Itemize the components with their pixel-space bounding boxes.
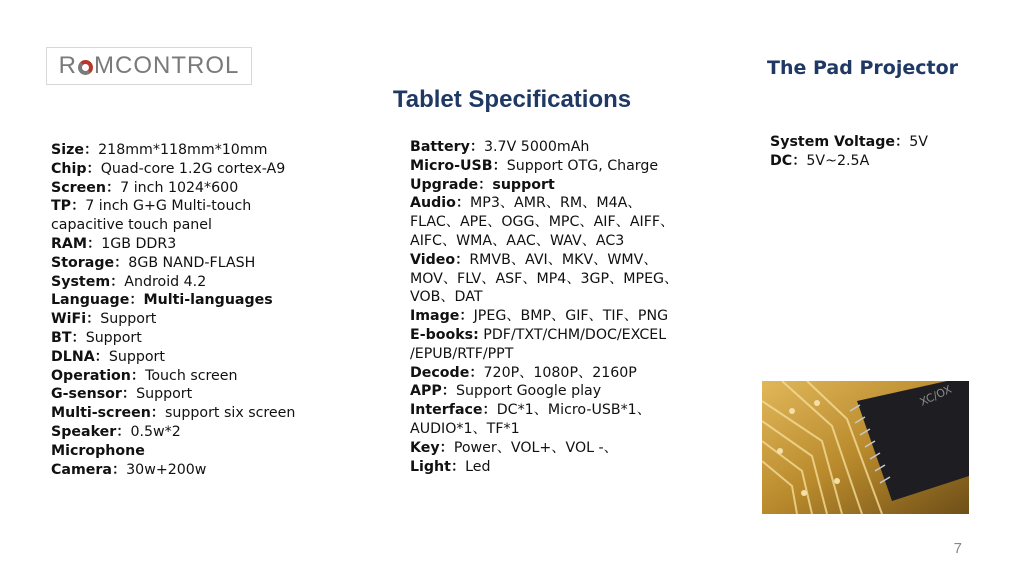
spec-column-3 <box>770 133 990 171</box>
spec-key: Camera： <box>51 461 127 478</box>
spec-key: WiFi： <box>51 311 101 328</box>
spec-row <box>51 160 351 179</box>
spec-row <box>51 216 351 235</box>
spec-value: MOV、FLV、ASF、MP4、3GP、MPEG、 <box>410 270 679 287</box>
spec-value: 0.5w*2 <box>130 423 181 440</box>
spec-value: 30w+200w <box>126 461 207 478</box>
spec-row <box>410 157 730 176</box>
spec-row <box>410 458 730 477</box>
spec-key: DC： <box>770 152 807 169</box>
spec-key: Image： <box>410 308 474 325</box>
spec-row <box>51 179 351 198</box>
spec-value: capacitive touch panel <box>51 217 212 234</box>
spec-value: Led <box>465 458 491 475</box>
romcontrol-logo <box>46 47 252 85</box>
spec-value: 1GB DDR3 <box>101 235 177 252</box>
spec-value: Support Google play <box>455 383 602 400</box>
spec-row <box>410 232 730 251</box>
spec-value: 8GB NAND-FLASH <box>128 254 256 271</box>
svg-text:XC/OX: XC/OX <box>917 382 954 409</box>
spec-key: BT： <box>51 329 86 346</box>
spec-row <box>410 176 730 195</box>
spec-key: Language：Multi-languages <box>51 292 273 309</box>
spec-row <box>51 461 351 480</box>
spec-row <box>51 235 351 254</box>
spec-row <box>51 291 351 310</box>
spec-value: AIFC、WMA、AAC、WAV、AC3 <box>410 232 625 249</box>
spec-key: Interface： <box>410 402 497 419</box>
spec-value: PDF/TXT/CHM/DOC/EXCEL <box>478 326 667 343</box>
spec-row <box>51 367 351 386</box>
spec-value: Quad-core 1.2G cortex-A9 <box>100 160 286 177</box>
spec-key: Screen： <box>51 179 121 196</box>
spec-key: Chip： <box>51 160 101 177</box>
spec-key: Video： <box>410 251 470 268</box>
spec-key: E-books: <box>410 326 479 343</box>
spec-key: Key： <box>410 439 454 456</box>
spec-row <box>410 326 730 345</box>
spec-key: Multi-screen： <box>51 405 165 422</box>
spec-key: RAM： <box>51 235 102 252</box>
spec-row <box>410 401 730 420</box>
logo-o-ring-icon <box>78 60 93 75</box>
spec-value: Support <box>136 386 193 403</box>
spec-value: Support OTG, Charge <box>506 157 659 174</box>
spec-row <box>51 310 351 329</box>
brand-title: The Pad Projector <box>767 57 958 79</box>
spec-key: Size： <box>51 142 99 158</box>
spec-value: DC*1、Micro-USB*1、 <box>496 402 651 419</box>
spec-row <box>410 382 730 401</box>
spec-row <box>410 345 730 364</box>
spec-row <box>410 194 730 213</box>
spec-key: Light： <box>410 458 466 475</box>
spec-value: Touch screen <box>145 367 238 384</box>
spec-key: Upgrade：support <box>410 176 555 193</box>
spec-key: Decode： <box>410 364 484 381</box>
spec-row <box>410 270 730 289</box>
spec-value: 7 inch 1024*600 <box>120 179 239 196</box>
spec-key: Microphone <box>51 442 145 459</box>
spec-value: 5V~2.5A <box>806 152 870 169</box>
spec-row <box>51 329 351 348</box>
spec-key: System Voltage： <box>770 134 910 150</box>
spec-key: DLNA： <box>51 348 109 365</box>
spec-row <box>410 307 730 326</box>
spec-row <box>51 385 351 404</box>
spec-row <box>410 288 730 307</box>
spec-value: Android 4.2 <box>124 273 207 290</box>
page-title: Tablet Specifications <box>392 86 632 113</box>
spec-key: Speaker： <box>51 423 131 440</box>
circuit-board-image <box>762 381 969 514</box>
spec-row <box>51 442 351 461</box>
spec-value: 720P、1080P、2160P <box>483 364 637 381</box>
spec-value: AUDIO*1、TF*1 <box>410 420 520 437</box>
spec-row <box>51 404 351 423</box>
spec-row <box>51 254 351 273</box>
spec-key: Battery： <box>410 139 485 155</box>
logo-text-pre: R <box>58 52 77 79</box>
spec-row <box>51 423 351 442</box>
spec-value: Support <box>108 348 165 365</box>
spec-row <box>410 420 730 439</box>
logo-text-post: MCONTROL <box>94 52 240 79</box>
spec-value: FLAC、APE、OGG、MPC、AIF、AIFF、 <box>410 214 675 231</box>
spec-row <box>410 138 730 157</box>
spec-value: Support <box>85 329 142 346</box>
spec-key: APP： <box>410 383 456 400</box>
spec-row <box>51 141 351 160</box>
spec-value: VOB、DAT <box>410 289 483 306</box>
spec-value: 218mm*118mm*10mm <box>98 142 268 158</box>
spec-value: 5V <box>909 134 928 150</box>
spec-value: JPEG、BMP、GIF、TIF、PNG <box>473 308 669 325</box>
spec-key: System： <box>51 273 125 290</box>
spec-value: Power、VOL+、VOL -、 <box>453 439 618 456</box>
spec-value: support six screen <box>165 405 296 422</box>
spec-key: Micro-USB： <box>410 157 507 174</box>
spec-key: TP： <box>51 198 86 215</box>
spec-row <box>51 348 351 367</box>
spec-row <box>770 152 990 171</box>
spec-column-1 <box>51 141 351 479</box>
spec-value: 3.7V 5000mAh <box>484 139 590 155</box>
spec-row <box>51 197 351 216</box>
spec-row <box>410 213 730 232</box>
spec-key: G-sensor： <box>51 386 137 403</box>
spec-row <box>410 439 730 458</box>
spec-value: /EPUB/RTF/PPT <box>410 345 514 362</box>
spec-row <box>51 273 351 292</box>
spec-key: Audio： <box>410 195 471 212</box>
spec-key: Operation： <box>51 367 146 384</box>
spec-value: Support <box>100 311 157 328</box>
page-number: 7 <box>953 540 962 557</box>
spec-value: MP3、AMR、RM、M4A、 <box>470 195 642 212</box>
spec-row <box>770 133 990 152</box>
spec-value: RMVB、AVI、MKV、WMV、 <box>469 251 658 268</box>
spec-column-2 <box>410 138 730 476</box>
spec-row <box>410 251 730 270</box>
spec-value: 7 inch G+G Multi-touch <box>85 198 252 215</box>
spec-key: Storage： <box>51 254 129 271</box>
spec-row <box>410 364 730 383</box>
